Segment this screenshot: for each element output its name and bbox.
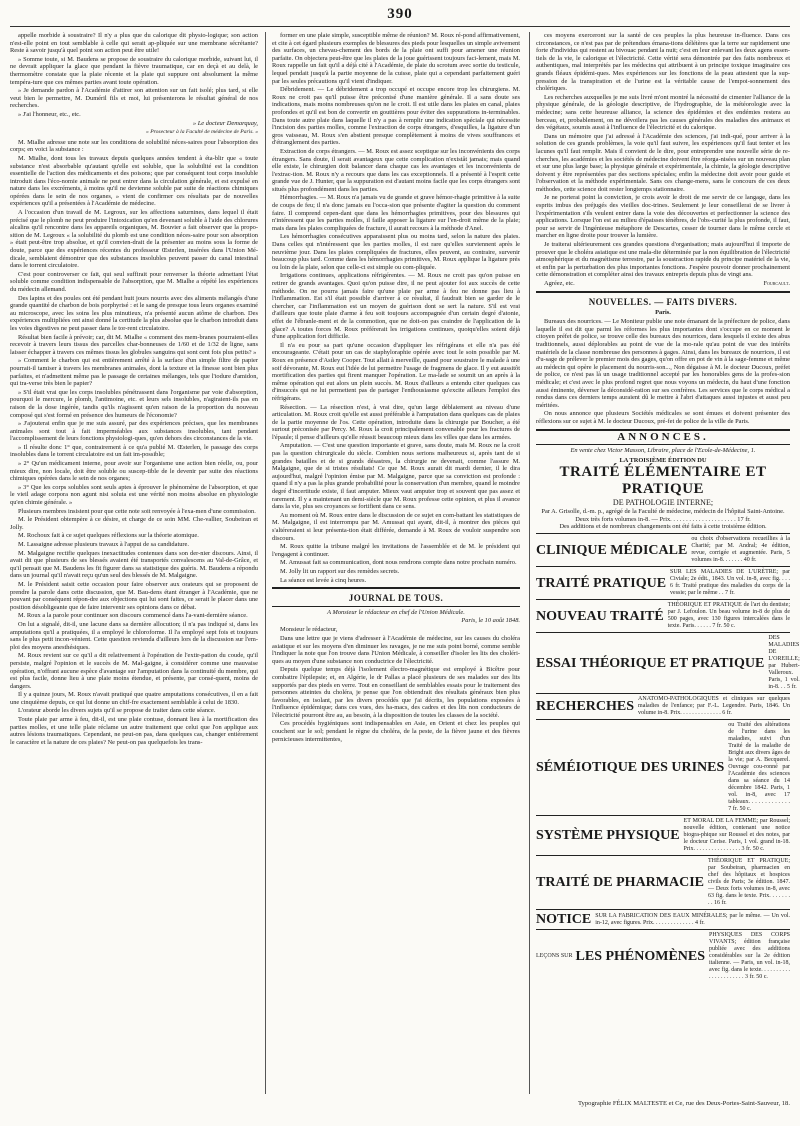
paragraph: L'orateur aborde les divers sujets qu'il se propose de traiter dans cette séance. bbox=[18, 707, 216, 715]
paragraph: Je ne porterai point la conviction, je crois avoir le droit de me servir de ce langage, dans les esprits imbus des préjugés des vieilles doc-trines. Seulement je leur conseillerai de se livrer à l'expérimentation s'ils veulent entrer dans la voie des découvertes et perfectionner la science des applications. Lorsque l'on est au milieu d'épaisses ténèbres, de l'obs-curité la plus profonde, il faut, pour se servir de l'ingénieuse métaphore de Descartes, cesser de tourner dans le même cercle et marcher en ligne droite pour trouver la lumière. bbox=[536, 194, 790, 240]
journal-section-title: JOURNAL DE TOUS. bbox=[348, 593, 444, 604]
paragraph: former en une plaie simple, susceptible même de réunion? M. Roux ré-pond affirmativement, et cite à cet égard plusieurs exemples de blessures des pieds pour lesquelles un simple avivement des surfaces, un chevau-chement des bords de la plaie ont suffi pour amener une réunion parfaite. On objectera peut-être que les plaies de la joue guérissent toujours faci-lement, mais M. Roux rappelle un fait qu'il a déjà cité à l'Académie, de plaie du scrotum avec sortie du testicule, lequel pendait jusqu'à la partie moyenne de la cuisse, plaie qui a cependant parfaitement guéri par les seules précautions qu'il vient d'indiquer. bbox=[272, 32, 520, 85]
ad-text: THÉORIQUE ET PRATIQUE; par Soubeiran, pharmacien en chef des hôpitaux et hospices civils de Paris; 3e édition. 1847. — Deux forts volumes in-8, avec 63 fig. dans le texte. Prix. . . . . . . . . 16 fr. bbox=[708, 858, 790, 907]
paragraph: Débridement. — Le débridement a trop occupé et occupe encore trop les chirurgiens. M. Roux ne croit pas qu'il puisse être préconisé d'une manière générale. Il a sans doute ses indications, mais moins nombreuses qu'on ne le croit. Il est utile dans les plaies en canal, plaies profondes et qu'il est bon de convertir en gouttières pour éviter des suppurations in-terminables. Dans toute autre plaie dans laquelle il n'y a pas à remplir une indication spéciale qui nécessite l'incision des parties molles, comme l'extraction de corps étrangers, d'esquilles, la ligature d'un gros vaisseau, M. Roux s'en abstient presque complètement à moins de vives souffrances et d'étranglement des parties. bbox=[272, 86, 520, 147]
paragraph: On nous annonce que plusieurs Sociétés médicales se sont émues et doivent présenter des réflexions sur ce sujet à M. le docteur Ducoux, pré-fet de police de la ville de Paris. bbox=[536, 410, 790, 425]
ad-row bbox=[536, 858, 790, 907]
paragraph: M. le Président saisit cette occasion pour faire observer aux orateurs qui se proposent de prendre la parole dans cette discussion, que M. Bau-dens étant étranger à l'Académie, que ne pouvant par conséquent répon-dre aux objections qui lui sont faites, ce serait le placer dans une position désobligeante que de faire intervenir ses opinions dans ce débat. bbox=[10, 580, 258, 611]
ad-row bbox=[536, 696, 790, 717]
ad-text: ET MORAL DE LA FEMME; par Roussel; nouvelle édition, contenant une notice biogra-phique sur Roussel et des notes, par le docteur Cerise. Paris, 1 vol. grand in-18. Prix. . . . . . . . . . . . . . . . 3 fr. 50 c. bbox=[683, 818, 790, 853]
letter-date: Paris, le 10 août 1848. bbox=[461, 616, 520, 624]
ad-title: LES PHÉNOMÈNES bbox=[575, 949, 706, 965]
paragraph: appelle morbide à soustraire? Il n'y a plus que du calorique dit physio-logique; son action n'est-elle point en tout semblable à celle qui serait ap-pliquée sur une membrane sécrétante? Reste à savoir jusqu'à quel point son action peut être utile! bbox=[10, 32, 258, 55]
paragraph: » 2° Qu'un médicament interne, pour avoir sur l'organisme une action bien réelle, ou, pour mieux dire, non locale, doit être soluble ou suscep-tible de le devenir par suite des réactions chimiques opérées dans le sein de nos organes; bbox=[10, 460, 258, 483]
paragraph: M. Mialhe adresse une note sur les conditions de solubilité néces-saires pour l'absorption des corps; en voici la substance : bbox=[10, 138, 258, 154]
paragraph: Les recherches auxquelles je me suis livré m'ont montré la nécessité de cimenter l'alliance de la physique générale, de la géologie descriptive, de l'hydrographie, de la météorologie avec la médecine; sans cette heureuse alliance, la science des épidémies et des endémies restera au berceau, et, probablement, on ne dévoilera pas les causes générales des maladies des animaux et des végétaux, soumis aussi à l'influence de l'électricité et du calorique. bbox=[536, 93, 790, 132]
ad-author: Par A. Grisolle, d.-m. p., agrégé de la Faculté de médecine, médecin de l'hôpital Saint-Antoine. bbox=[541, 508, 785, 516]
letter-address: A Monsieur le rédacteur en chef de l'Union Médicale. bbox=[327, 609, 465, 617]
ad-row bbox=[536, 912, 790, 927]
paragraph: Dans un mémoire que j'ai adressé à l'Académie des sciences, j'ai indi-qué, pour arriver à la solution de ces grands problèmes, la voie qu'il faut suivre, les expériences qu'il faut tenter et les lacunes qu'il faut remplir. Mais il convient de le dire, pour entreprendre une nouvelle série de re-cherches, les académies et les sociétés de médecine doivent être réorga-nisées sur un nouveau plan et sur une plus large base; la physique générale et expérimentale, la chimie, la géologie descriptive doivent y être représentées par des sections spéciales; enfin la médecine doit avoir pour guide et l'observation et la méthode expérimentale. Sans ces change-mens, sans le concours de ces deux méthodes, cette science doit rester longtemps stationnaire. bbox=[536, 132, 790, 193]
paragraph: M. le Président obtempère à ce désire, et charge de ce soin MM. Che-vallier, Soubeiran et Jolly. bbox=[10, 516, 258, 531]
paragraph: Ces procédés hygiéniques sont indispensables en Asie, en Orient et chez les peuples qui couchent sur le sol; pendant le règne du choléra, de la peste, de la fièvre jaune et des fièvres pernicieuses intermittentes, bbox=[272, 720, 520, 743]
ad-title: SYSTÈME PHYSIQUE bbox=[536, 828, 680, 844]
signature-title: » Prosecteur à la Faculté de médecine de Paris. » bbox=[146, 129, 258, 136]
paragraph: Des lapins et des poules ont été pendant huit jours nourris avec des aliments mélangés d'une grande quantité de charbon de bois porphyrisé : et le sang de presque tous leurs organes examiné au microscope, avec les soins les plus minutieux, n'a présenté aucun atôme de charbon. Des expériences multipliées ont ainsi donné la certitude la plus absolue que le charbon introduit dans les voies digestives ne peut passer dans le tor-rent circulatoire. bbox=[10, 294, 258, 332]
paragraph: Plusieurs membres insistent pour que cette note soit renvoyée à l'exa-men d'une commission. bbox=[18, 507, 256, 515]
ad-title: SÉMÉIOTIQUE DES URINES bbox=[536, 760, 725, 776]
paragraph: M. Roux a la parole pour continuer son discours commencé dans l'a-vant-dernière séance. bbox=[18, 612, 248, 620]
ad-title: NOTICE bbox=[536, 912, 592, 928]
ad-prefix: LEÇONS SUR bbox=[536, 953, 573, 960]
header-rule bbox=[10, 26, 790, 27]
ad-row bbox=[536, 932, 790, 981]
ad-rule bbox=[536, 693, 790, 694]
ad-title: TRAITÉ PRATIQUE bbox=[536, 575, 667, 591]
section-rule bbox=[272, 606, 520, 607]
ad-row bbox=[536, 602, 790, 630]
paragraph: ces moyens exerceront sur la santé de ces peuples la plus heureuse in-fluence. Dans ces circonstances, ce n'est pas par de prétendues émana-tions délétères que la terre sur rapidement une forte d'individus qui restent au bivouac pendant la nuit; c'est en leur enlevant les deux agens essen-tiels de la vie, le calorique et l'électricité. Cette vérité sera démontrée par des faits nombreux et authentiques, mal interprétés par les médecins qui attribuent à un principe toxique imaginaire ces grands fléaux épidémi-ques. Mes expériences sur les fonctions de la peau attestent que la sup-pression de la transpiration et de l'urine est la véritable cause de l'empoi-sonnement des cholériques. bbox=[536, 32, 790, 93]
ad-text: ou Traité des altérations de l'urine dans les maladies, suivi d'un Traité de la maladie de Bright aux divers âges de la vie; par A. Becquerel. Ouvrage cou-ronné par l'Académie des sciences dans sa séance du 14 décembre 1842. Paris, 1 vol. in-8, avec 17 tableaux. . . . . . . . . . . . . 7 fr. 50 c. bbox=[728, 722, 790, 813]
ad-text: THÉORIQUE ET PRATIQUE de l'art du dentiste; par J. Lefoulon. Un beau volume in-8 de plus de 500 pages, avec 130 figures intercalées dans le texte. Paris. . . . . . 7 fr. 50 c. bbox=[667, 602, 790, 630]
paragraph: » Je demande pardon à l'Académie d'attirer son attention sur un fait isolé; plus tard, si elle veut bien le permettre, M. Duméril fils et moi, lui présenterons le résultat général de nos recherches. bbox=[10, 87, 258, 110]
paragraph: M. Amussat fait sa communication, dont nous rendrons compte dans notre prochain numéro. bbox=[280, 559, 517, 567]
paragraph: A l'occasion d'un travail de M. Legroux, sur les affections saturnines, dans lequel il était précisé que le plomb ne peut produire l'intoxication qu'en devenant soluble à l'aide des chlorures alcalins qu'il rencontre dans les appareils organiques, M. Bouvier a fait observer que la propo-sition de M. Legroux « la solubilité du plomb est une condition néces-saire pour son absorption » était peut-être trop absolue, et qu'il convien-drait de la présenter au moins sous la forme de doute, parce que des expériences récentes du professeur Œsterlen, insérées dans l'Union Mé-dicale, semblaient démontrer que des substances insolubles peuvent passer du canal intestinal dans le torrent circulatoire. bbox=[10, 209, 258, 270]
news-section-title: NOUVELLES. — FAITS DIVERS. bbox=[588, 296, 738, 307]
paragraph: Résultat bien facile à prévoir; car, dit M. Mialhe « comment des mem-branes pourraient-elles recevoir à travers leurs tissus des parcelles char-bonneuses de 1/60 et de 1/32 de ligne, sans laisser échapper à travers ces mêmes tissus les globules sanguins qui sont cent fois plus petits? » bbox=[10, 333, 258, 356]
ad-text: SUR LA FABRICATION DES EAUX MINÉRALES; par le même. — Un vol. in-12, avec figures. Prix. . . . . . . . . . . . . . 4 fr. bbox=[595, 912, 790, 926]
ad-rule bbox=[536, 929, 790, 930]
page-number: 390 bbox=[387, 6, 413, 22]
ad-rule bbox=[536, 599, 790, 600]
paragraph: M. Rochoux fait à ce sujet quelques réflexions sur la théorie atomique. bbox=[18, 532, 199, 540]
ad-subtitle: DE PATHOLOGIE INTERNE; bbox=[612, 498, 714, 508]
ad-rule bbox=[536, 533, 790, 534]
ad-row bbox=[536, 722, 790, 813]
paragraph: » J'ajouterai enfin que je me suis assuré, par des expériences précises, que les membranes animales sont tout à fait imperméables aux substances insolubles, tant pendant l'accomplissement de leurs fonctions physiologi-ques, qu'en dehors des circonstances de la vie. bbox=[10, 420, 258, 443]
paragraph: C'est pour controverser ce fait, qui seul suffirait pour renverser la théorie admettant l'état soluble comme condition indispensable de l'absorption, que M. Mialhe a répété les expériences du médecin allemand. bbox=[10, 270, 258, 293]
ad-rule bbox=[536, 815, 790, 816]
paragraph: Au moment où M. Roux entre dans le discussion de ce sujet en com-battant les statistiques de M. Malgaigne, il est interrompu par M. Amussat qui ayant, dit-il, à montrer des pièces qui s'altéreraient si leur présenta-tion était différée, demande à M. Roux de vouloir suspendre son discours. bbox=[272, 511, 520, 542]
closing: Agréez, etc. bbox=[544, 280, 575, 287]
ad-rule bbox=[536, 566, 790, 567]
ad-row bbox=[536, 635, 800, 691]
section-rule bbox=[536, 444, 790, 445]
paragraph: M. Jolly lit un rapport sur des remèdes secrets. bbox=[280, 567, 400, 575]
newspaper-page bbox=[10, 6, 800, 1114]
column-rule bbox=[529, 32, 530, 1094]
ad-row bbox=[536, 818, 790, 853]
letter-salutation: Monsieur le rédacteur, bbox=[280, 626, 338, 634]
paragraph: Il n'a eu pour sa part qu'une occasion d'appliquer les réfrigérans et elle n'a pas été encourageante. C'était pour un cas de staphyloraphie opérée avec tout le soin possible par M. Roux en présence d'Astley Cooper. Tout allait à merveille, quand pour soustraire le malade à une soif dévorante, M. Roux eut l'idée de lui permettre l'usage de fragmens de glace. Il y eut aussitôt mortification des parties qui firent manquer l'opération. Le ma-lade se soumit un an après à la même opération qui eut alors un plein succès. M. Roux d'ailleurs a entendu citer quelques cas d'insuccès qui ne lui permettent pas de partager l'enthousiasme qu'excite ailleurs l'emploi des réfrigérans. bbox=[272, 341, 520, 402]
ad-text: SUR LES MALADIES DE L'URÈTRE; par Civiale; 2e édit., 1843. Un vol. in-8, avec fig. . . . 6 fr. Traité pratique des maladies du corps de la vessie; par le même . . 7 fr. bbox=[670, 569, 790, 597]
ad-title: CLINIQUE MÉDICALE bbox=[536, 542, 688, 558]
column-rule bbox=[265, 32, 266, 1094]
paragraph: M. Roux revient sur ce qu'il a dit relativement à l'opération de l'extir-pation du coude, qu'il persiste, malgré l'opinion et le succès de M. Mal-gaigne, à considérer comme une mauvaise opération, n'offrant aucune espèce d'avantage sur l'amputation dans la continuité du membre, qui est plus facile, donne lieu à une plaie moins étendue, et présente, par consé-quent, moins de dangers. bbox=[10, 652, 258, 690]
paragraph: Bureaux des nourrices. — Le Moniteur publie une note émanant de la préfecture de police, dans laquelle il est dit que parmi les réformes les plus importantes dont s'occupe en ce moment le citoyen préfet de police, se trouve celle des bureaux des nourrices, dans lesquels il existe des abus traditionnels, aussi déplorables au point de vue de la mo-rale qu'au point de vue des intérêts matériels de la classe nombreuse des personnes à gages. Ainsi, dans les bureaux de nourrices, il est d'u-sage de prélever le premier mois des gages, qu'on offre en pot de vin à la sage-femme et même au médecin qui opère le placement du nourris-son..., Non dégaisse à M. le docteur Ducoux, préfet de police, ce n'est pas là un usage traditionnel accepté par les honorables gens de la profes-sion médicale; et c'est avec le plus profond regret que nous voyons un médecin, du haut d'une fonction aussi éminente, déverser la déconsidé-ration sur ses confrères. Les services que le corps médical a rendus dans ces derniers temps auraient dû le mettre à l'abri d'attaques aussi injustes et aussi peu méritées. bbox=[536, 318, 790, 409]
ad-text: DES MALADIES DE L'OREILLE; par Hubert-Valleroux. Paris, 1 vol. in-8. . . 5 fr. bbox=[768, 635, 800, 691]
ad-title: TRAITÉ ÉLÉMENTAIRE ET PRATIQUE bbox=[559, 464, 767, 498]
section-rule bbox=[272, 587, 520, 589]
paragraph: Il y a quinze jours, M. Roux n'avait pratiqué que quatre amputations consécutives, il en a fait une cinquième depuis, ce qui lui donne un chif-fre exactement semblable à celui de 1830. bbox=[10, 691, 258, 706]
paragraph: » Comment le charbon qui est entièrement arrêté à la surface d'un simple filtre de papier pourrait-il tamiser à travers les membranes animales, dont la texture et la finesse sont bien plus parfaites, et n'admettent même pas le passage de certaines mélanges, tels que l'iodure d'amidon, qui tra-verse très bien le papier? bbox=[10, 357, 258, 388]
paragraph: Dans une lettre que je viens d'adresser à l'Académie de médecine, sur les causes du choléra asiatique et sur les moyens d'en diminuer les ravages, je ne me suis point borné, comme semble l'indiquer la note que l'on trouve dans l'Union Médicale, à conseiller d'isoler les lits des choléri-ques au moyen d'une substance non conductrice de l'électricité. bbox=[272, 634, 520, 665]
ad-rule bbox=[536, 909, 790, 910]
ad-note: Des additions et de nombreux changements ont été faits à cette troisième édition. bbox=[559, 523, 767, 531]
ad-text: PHYSIQUES DES CORPS VIVANTS; édition française publiée avec des additions considérables sur la 2e édition italienne. — Paris, un vol. in-18, avec fig. dans le texte. . . . . . . . . . . . . . . . . . . . . . 3 fr. 50 c. bbox=[709, 932, 790, 981]
paragraph: M. Mialhe, dont tous les travaux depuis quelques années tendent à éta-blir que « toute substance n'est absorbable qu'autant qu'elle est soluble, que la solubilité est la condition essentielle de l'action des médicaments et des poisons; que par conséquent tout corps insoluble introduit dans l'éco-nomie animale ne peut entrer dans la circulation générale, et est expulsé en nature dans les excréments, à moins qu'il ne devienne soluble par suite de réactions chimiques opérées dans le sein de nos organes, » vient de confirmer ces résultats par de nouvelles expériences qu'il a présentées à l'Académie de médecine. bbox=[10, 154, 258, 208]
paragraph: » 3° Que les corps solubles sont seuls aptes à éprouver le phénomène de l'absorption, et que le vieil adage corpora non agunt nisi soluta est une vérité non moins absolue en physiologie qu'en chimie générale. » bbox=[10, 483, 258, 507]
paragraph: » J'ai l'honneur, etc., etc. bbox=[18, 110, 81, 118]
paragraph: Je traiterai ultérieurement ces grandes questions d'organisation; mais aujourd'hui il importe de prouver que le choléra asiatique est une mala-die déterminée par la non équilibration de l'électricité atmosphérique et du magnétisme terrestre, par la soustraction rapide du principe matériel de la vie, et enfin par la perturbation des plus importantes fonctions. J'espère pouvoir donner prochainement cette démonstration et compléter ainsi des travaux entrepris depuis plus de vingt ans. bbox=[536, 241, 790, 279]
ad-title: RECHERCHES bbox=[536, 699, 635, 715]
paragraph: » Somme toute, si M. Baudens se propose de soustraire du calorique morbide, suivant lui, il ne devrait appliquer la glace que pendant la fièvre traumatique, car en deçà et au delà, le thermomètre constate que la plaie récente et la plaie qui suppure ont absolument la même tempéra-ture que ces mêmes parties avant toute opération. bbox=[10, 55, 258, 86]
section-rule bbox=[536, 291, 790, 293]
paragraph: Depuis quelque temps déjà l'isolement électro-magnétique est employé à Bicêtre pour combattre l'épilepsie; et, en Algérie, le dr Pallas a placé plusieurs de ses malades sur des lits supportés par des pieds en verre. Tout en conseillant de semblables essais pour le traitement des personnes atteintes du choléra, je pense que l'on obtiendrait des résultats généraux bien plus favorables, en isolant, par les divers procédés que j'ai décrits, les populations exposées à l'influence épidémique; dans ces vues, des ha-macs, des cadres et des lits non conducteurs de l'électricité pourront être au, au besoin, à la disposition de toutes les classes de la société. bbox=[272, 666, 520, 719]
author-signature: Fourcault. bbox=[763, 280, 790, 287]
ad-title: TRAITÉ DE PHARMACIE bbox=[536, 875, 705, 891]
column-2 bbox=[272, 32, 520, 1094]
news-subtitle: Paris. bbox=[655, 308, 671, 316]
paragraph: Irrigations continues, applications réfrigérentes. — M. Roux ne croit pas qu'on puisse en retirer de grands avantages. Quoi qu'on puisse dire, il ne peut ajouter foi aux succès de cette méthode. On ne pourra jamais faire qu'une plaie par arme à feu ne donne pas lieu à l'inflammation. Est s'il était possible d'arriver à ce résultat, il faudrait bien se garder de le chercher, car l'inflammation est un moyen de guérison dont se sert la nature. S'il est vrai d'ailleurs que toute plaie d'arme à feu soit toujours accompagnée d'un certain degré d'atonie, effet de l'ébranle-ment et de la commotion, que ne doit-on pas craindre de l'application de la glace? A toutes forces M. Roux préférerait les irrigations continues, quoiqu'elles soient déjà d'une application fort difficile. bbox=[272, 272, 520, 341]
paragraph: M. Roux quitte la tribune malgré les invitations de l'assemblée et de M. le président qui l'engagent à continuer. bbox=[272, 543, 520, 558]
paragraph: M. Lassaigne adresse plusieurs travaux à l'appui de sa candidature. bbox=[18, 541, 189, 548]
signature: » Le docteur Demarquay, bbox=[192, 119, 258, 127]
paragraph: Toute plaie par arme à feu, dit-il, est une plaie contuse, donnant lieu à la mortification des parties molles, et une telle plaie réclame un autre traitement que celui que l'on applique aux autres lésions traumatiques. Cependant, ne peut-on pas, dans quelques cas, changer entièrement le caractère et la nature de ces plaies? Ne peut-on pas quelquefois les trans- bbox=[10, 716, 258, 746]
paragraph: Hémorrhagies. — M. Roux n'a jamais vu de grande et grave hémor-rhagie primitive à la suite de coups de feu; il n'a donc jamais eu l'occa-sion que présente d'agiter la question du comment faire. Il comprend cepen-dant que dans les hémorrhagies primitives, pour des blessures qui n'intéressent que les parties molles, il faille apposer la ligature sur l'en-droit même de la plaie; mais dans les plaies compliquées de fracture, il aurait recours à la méthode d'Anel. bbox=[272, 194, 520, 232]
column-1 bbox=[10, 32, 258, 1094]
ad-text: ANATOMO-PATHOLOGIQUES et cliniques sur quelques maladies de l'enfance; par F.-L. Legendre. Paris, 1846. Un volume in-8. Prix. . . . . . . . . . . . . . 6 fr. bbox=[638, 696, 790, 717]
closing-line bbox=[536, 280, 790, 288]
publisher-line: En vente chez Victor Masson, Libraire, place de l'Ecole-de-Médecine, 1. bbox=[570, 447, 756, 455]
ad-title: NOUVEAU TRAITÉ bbox=[536, 608, 664, 624]
paragraph: M. Malgaigne rectifie quelques inexactitudes contenues dans son der-nier discours. Ainsi, il avait dit que plusieurs de ses blessés avaient été transportés convalescens au Val-de-Grâce, et qu'il pensait que M. Baudens les fit figurer dans sa statistique des guéris. M. Baudens a répondu dans un journal qu'il n'avait reçu qu'un seul des blessés de M. Malgaigne. bbox=[10, 549, 258, 580]
ad-title: ESSAI THÉORIQUE ET PRATIQUE bbox=[536, 655, 765, 671]
edition-line: LA TROISIÈME ÉDITION DU bbox=[619, 456, 707, 464]
paragraph: On lui a signalé, dit-il, une lacune dans sa dernière allocution; il n'a pas indiqué si, dans les amputations qu'il a pratiquées, il a employé le chloroforme. Il l'a employé sept fois et toujours sans le plus petit incon-vénient. Cette question revienda d'ailleurs lors de la discussion sur l'em-ploi des moyens anesthésiques. bbox=[10, 620, 258, 651]
ad-rule bbox=[536, 719, 790, 720]
ad-text: ou choix d'observations recueillies à la Charité; par M. Andral; 4e édition, revue, corrigée et augmentée. Paris, 5 volumes in-8. . . . . . . 40 fr. bbox=[691, 536, 790, 564]
paragraph: » S'il était vrai que les corps insolubles pénétrassent dans l'organisme par voie d'absorption, pourquoi le mercure, le plomb, l'antimoine, etc. et leurs sels insolubles, n'agiraient-ils pas en raison de la dose ingérée, tandis qu'ils n'agissent qu'en raison de la proportion du nouveau composé qui s'est formé en présence des humeurs de l'économie? bbox=[10, 388, 258, 419]
ad-row bbox=[536, 569, 790, 597]
paragraph: Extraction de corps étrangers. — M. Roux est assez sceptique sur les inconvénients des corps étrangers. Sans doute, il serait avantageux que cette complication n'existât jamais; mais quand elle existe, le chirurgien doit balancer dans chaque cas les avantages et les inconvénients de l'extrac-tion. M. Roux n'y a recours que dans les cas exceptionnels. Il a présenté à l'esprit cette grande vue de J. Hunter, que la suppuration est d'autant moins facile que les corps étrangers sont situés plus profondément dans les parties. bbox=[272, 147, 520, 193]
paragraph: Amputation. — C'est une question importante et grave, sans doute, mais M. Roux ne la croit pas la question chirurgicale du siècle. Combien nous serions malheureux si, après tant de si grandes batailles et de si grands désastres, la chirurgie ne devenait, comme l'assure M. Malgaigne, que de si tristes résultats! Ce que M. Roux aurait dit mardi dernier, il le dira aujourd'hui, malgré l'opinion émise par M. Malgaigne, parce que sa conviction est profonde : quand il n'y a pas la plus grande probabilité pour la conservation d'un membre, quand le moindre degré d'incertitude existe, il faut amputer. Mieux vaut amputer trop et souvent que pas assez et rarement. Il y a maintenant un demi-siècle que M. Roux professe cette opinion, et plus il avance dans la vie, plus ses croyances se fortifient dans ce sens. bbox=[272, 442, 520, 511]
paragraph: La séance est levée à cinq heures. bbox=[280, 576, 367, 584]
paragraph: Résection. — La résection n'est, à vrai dire, qu'un large déblaiement au niveau d'une articulation. M. Roux croit qu'elle est aussi préférable à l'amputation dans quelques cas de plaies de la partie moyenne de l'os. Cette opération, introduite dans la chirurgie par Boucher, a été surtout préconisée par Percy. M. Roux la croit principalement convenable pour les fractures de l'épaule; il pense d'ailleurs qu'elle réussit beaucoup mieux dans les villes que dans les armées. bbox=[272, 403, 520, 441]
ad-price: Deux très forts volumes in-8. — Prix. . . . . . . . . . . . . . . . . . . . . 17 fr. bbox=[575, 515, 751, 523]
ad-rule bbox=[536, 855, 790, 856]
column-3 bbox=[536, 32, 800, 1094]
paragraph: Les hémorrhagies consécutives apparaissent plus ou moins tard, selon la nature des plaies. Dans celles qui n'intéressent que les parties molles, il est rare qu'elles surviennent après le neuvième jour. Dans les plaies compliquées de fractures, elles peuvent, au contraire, survenir beaucoup plus tard. Comme dans les hémorrhagies primitives, M. Roux applique la ligature près ou loin de la plaie, selon que celle-ci est simple ou com-pliquée. bbox=[272, 233, 520, 271]
ad-row bbox=[536, 536, 790, 564]
paragraph: » Il résulte donc 1° que, contrairement à ce qu'a publié M. Œsterlen, le passage des corps insolubles dans le torrent circulatoire est un fait im-possible; bbox=[10, 443, 258, 459]
printer-footer: Typographie FÉLIX MALTESTE et Ce, rue des Deux-Portes-Saint-Sauveur, 18. bbox=[577, 1100, 790, 1107]
annonces-title: ANNONCES. bbox=[617, 430, 709, 443]
ad-rule bbox=[536, 632, 790, 633]
